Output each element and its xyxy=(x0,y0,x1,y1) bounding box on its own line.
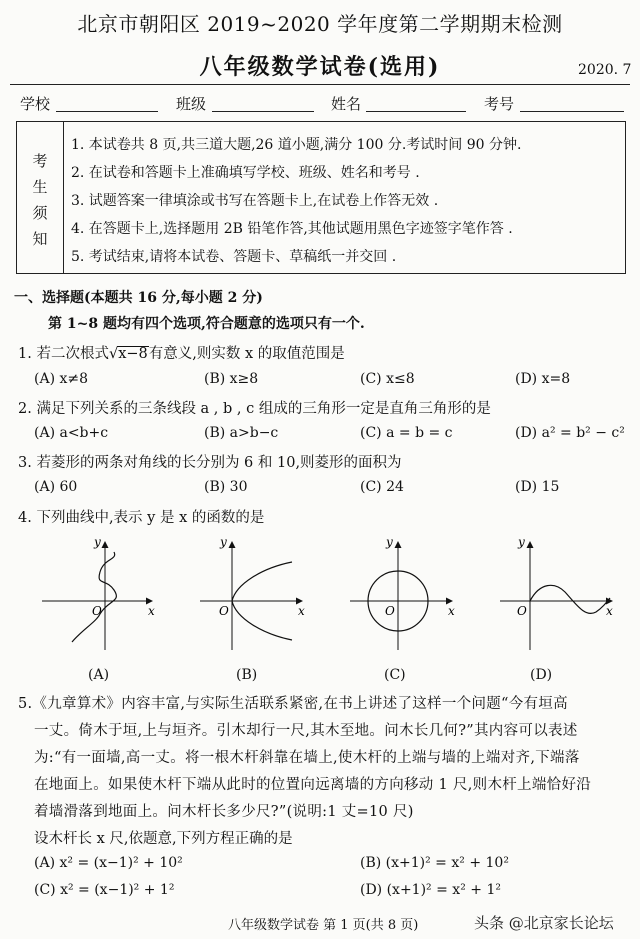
question-5-line: 5.《九章算术》内容丰富,与实际生活联系紧密,在书上讲述了这样一个问题“今有垣高 xyxy=(18,696,568,712)
radicand: x−8 xyxy=(118,346,148,362)
field-class-label: 班级 xyxy=(176,95,207,113)
question-1-text-before: 1. 若二次根式 xyxy=(18,346,109,362)
notice-item: 3. 试题答案一律填涂或书写在答题卡上,在试卷上作答无效 . xyxy=(71,193,439,209)
notice-item: 1. 本试卷共 8 页,共三道大题,26 道小题,满分 100 分.考试时间 90 分钟. xyxy=(71,137,522,153)
origin-label: O xyxy=(517,604,527,618)
notice-item: 2. 在试卷和答题卡上准确填写学校、班级、姓名和考号 . xyxy=(71,165,420,181)
origin-label: O xyxy=(385,604,395,618)
option-c[interactable]: (C) a = b = c xyxy=(360,425,453,441)
option-d[interactable]: (D) a² = b² − c² xyxy=(515,425,625,441)
notice-side-char: 考 xyxy=(32,152,48,170)
option-a[interactable]: (A) 60 xyxy=(34,479,78,495)
question-1 xyxy=(18,342,345,363)
option-b[interactable]: (B) (x+1)² = x² + 10² xyxy=(360,855,509,871)
option-b[interactable]: (B) x≥8 xyxy=(204,371,259,387)
y-axis-label: y xyxy=(220,535,227,549)
option-a[interactable]: (A) a<b+c xyxy=(34,425,109,441)
question-1-text-after: 有意义,则实数 x 的取值范围是 xyxy=(148,346,345,362)
graph-a[interactable] xyxy=(42,535,155,650)
y-axis-label: y xyxy=(518,535,525,549)
header-divider xyxy=(10,84,630,85)
field-school-line[interactable] xyxy=(56,111,158,112)
y-axis-label: y xyxy=(94,535,101,549)
option-a[interactable]: (A) x≠8 xyxy=(34,371,89,387)
q4-graphs xyxy=(0,530,640,660)
notice-item: 4. 在答题卡上,选择题用 2B 铅笔作答,其他试题用黑色字迹签字笔作答 . xyxy=(71,221,513,237)
field-class-line[interactable] xyxy=(212,111,314,112)
page-footer: 八年级数学试卷 第 1 页(共 8 页) xyxy=(228,918,419,933)
graph-label-a[interactable]: (A) xyxy=(88,667,110,683)
option-c[interactable]: (C) x² = (x−1)² + 1² xyxy=(34,882,175,898)
x-axis-label: x xyxy=(448,604,455,618)
question-3: 3. 若菱形的两条对角线的长分别为 6 和 10,则菱形的面积为 xyxy=(18,455,402,471)
section-title: 一、选择题(本题共 16 分,每小题 2 分) xyxy=(14,290,263,306)
x-axis-label: x xyxy=(298,604,305,618)
exam-notice-box xyxy=(16,121,626,274)
curve-d xyxy=(530,585,610,613)
exam-date: 2020. 7 xyxy=(578,62,632,78)
question-5-line: 着墙滑落到地面上。问木杆长多少尺?”(说明:1 丈=10 尺) xyxy=(34,804,414,820)
x-axis-label: x xyxy=(606,604,613,618)
option-d[interactable]: (D) x=8 xyxy=(515,371,571,387)
graph-d[interactable] xyxy=(500,535,613,650)
question-4: 4. 下列曲线中,表示 y 是 x 的函数的是 xyxy=(18,510,265,526)
question-5-line: 一丈。倚木于垣,上与垣齐。引木却行一尺,其木至地。问木长几何?”其内容可以表述 xyxy=(34,723,578,739)
watermark: 头条 @北京家长论坛 xyxy=(474,914,614,932)
question-5-setup: 设木杆长 x 尺,依题意,下列方程正确的是 xyxy=(34,831,293,847)
graph-label-b[interactable]: (B) xyxy=(236,667,258,683)
graph-c[interactable] xyxy=(350,535,455,650)
option-d[interactable]: (D) (x+1)² = x² + 1² xyxy=(360,882,501,898)
graph-label-c[interactable]: (C) xyxy=(384,667,406,683)
option-c[interactable]: (C) 24 xyxy=(360,479,404,495)
notice-side-char: 知 xyxy=(32,230,48,248)
notice-item: 5. 考试结束,请将本试卷、答题卡、草稿纸一并交回 . xyxy=(71,249,397,265)
field-name-line[interactable] xyxy=(366,111,466,112)
field-school-label: 学校 xyxy=(20,95,51,113)
option-a[interactable]: (A) x² = (x−1)² + 10² xyxy=(34,855,183,871)
field-id-line[interactable] xyxy=(520,111,624,112)
section-intro: 第 1~8 题均有四个选项,符合题意的选项只有一个. xyxy=(48,316,365,332)
field-name-label: 姓名 xyxy=(331,95,362,113)
graph-b[interactable] xyxy=(200,535,305,650)
field-id-label: 考号 xyxy=(484,95,515,113)
option-d[interactable]: (D) 15 xyxy=(515,479,560,495)
question-5-line: 在地面上。如果使木杆下端从此时的位置向远离墙的方向移动 1 尺,则木杆上端恰好沿 xyxy=(34,777,592,793)
exam-title: 北京市朝阳区 2019~2020 学年度第二学期期末检测 xyxy=(77,12,563,36)
graph-label-d[interactable]: (D) xyxy=(530,667,553,683)
notice-side-char: 须 xyxy=(32,204,48,222)
y-axis-label: y xyxy=(386,535,393,549)
question-2: 2. 满足下列关系的三条线段 a , b , c 组成的三角形一定是直角三角形的是 xyxy=(18,401,491,417)
option-b[interactable]: (B) a>b−c xyxy=(204,425,279,441)
x-axis-label: x xyxy=(148,604,155,618)
option-b[interactable]: (B) 30 xyxy=(204,479,248,495)
radical-sign: √ xyxy=(108,346,119,362)
notice-side-char: 生 xyxy=(32,178,48,196)
origin-label: O xyxy=(92,604,102,618)
question-5-line: 为:“有一面墙,高一丈。将一根木杆斜靠在墙上,使木杆的上端与墙的上端对齐,下端落 xyxy=(34,750,580,766)
option-c[interactable]: (C) x≤8 xyxy=(360,371,415,387)
exam-subtitle: 八年级数学试卷(选用) xyxy=(199,54,441,80)
curve-a xyxy=(72,552,116,642)
origin-label: O xyxy=(219,604,229,618)
notice-side-label xyxy=(17,122,64,273)
